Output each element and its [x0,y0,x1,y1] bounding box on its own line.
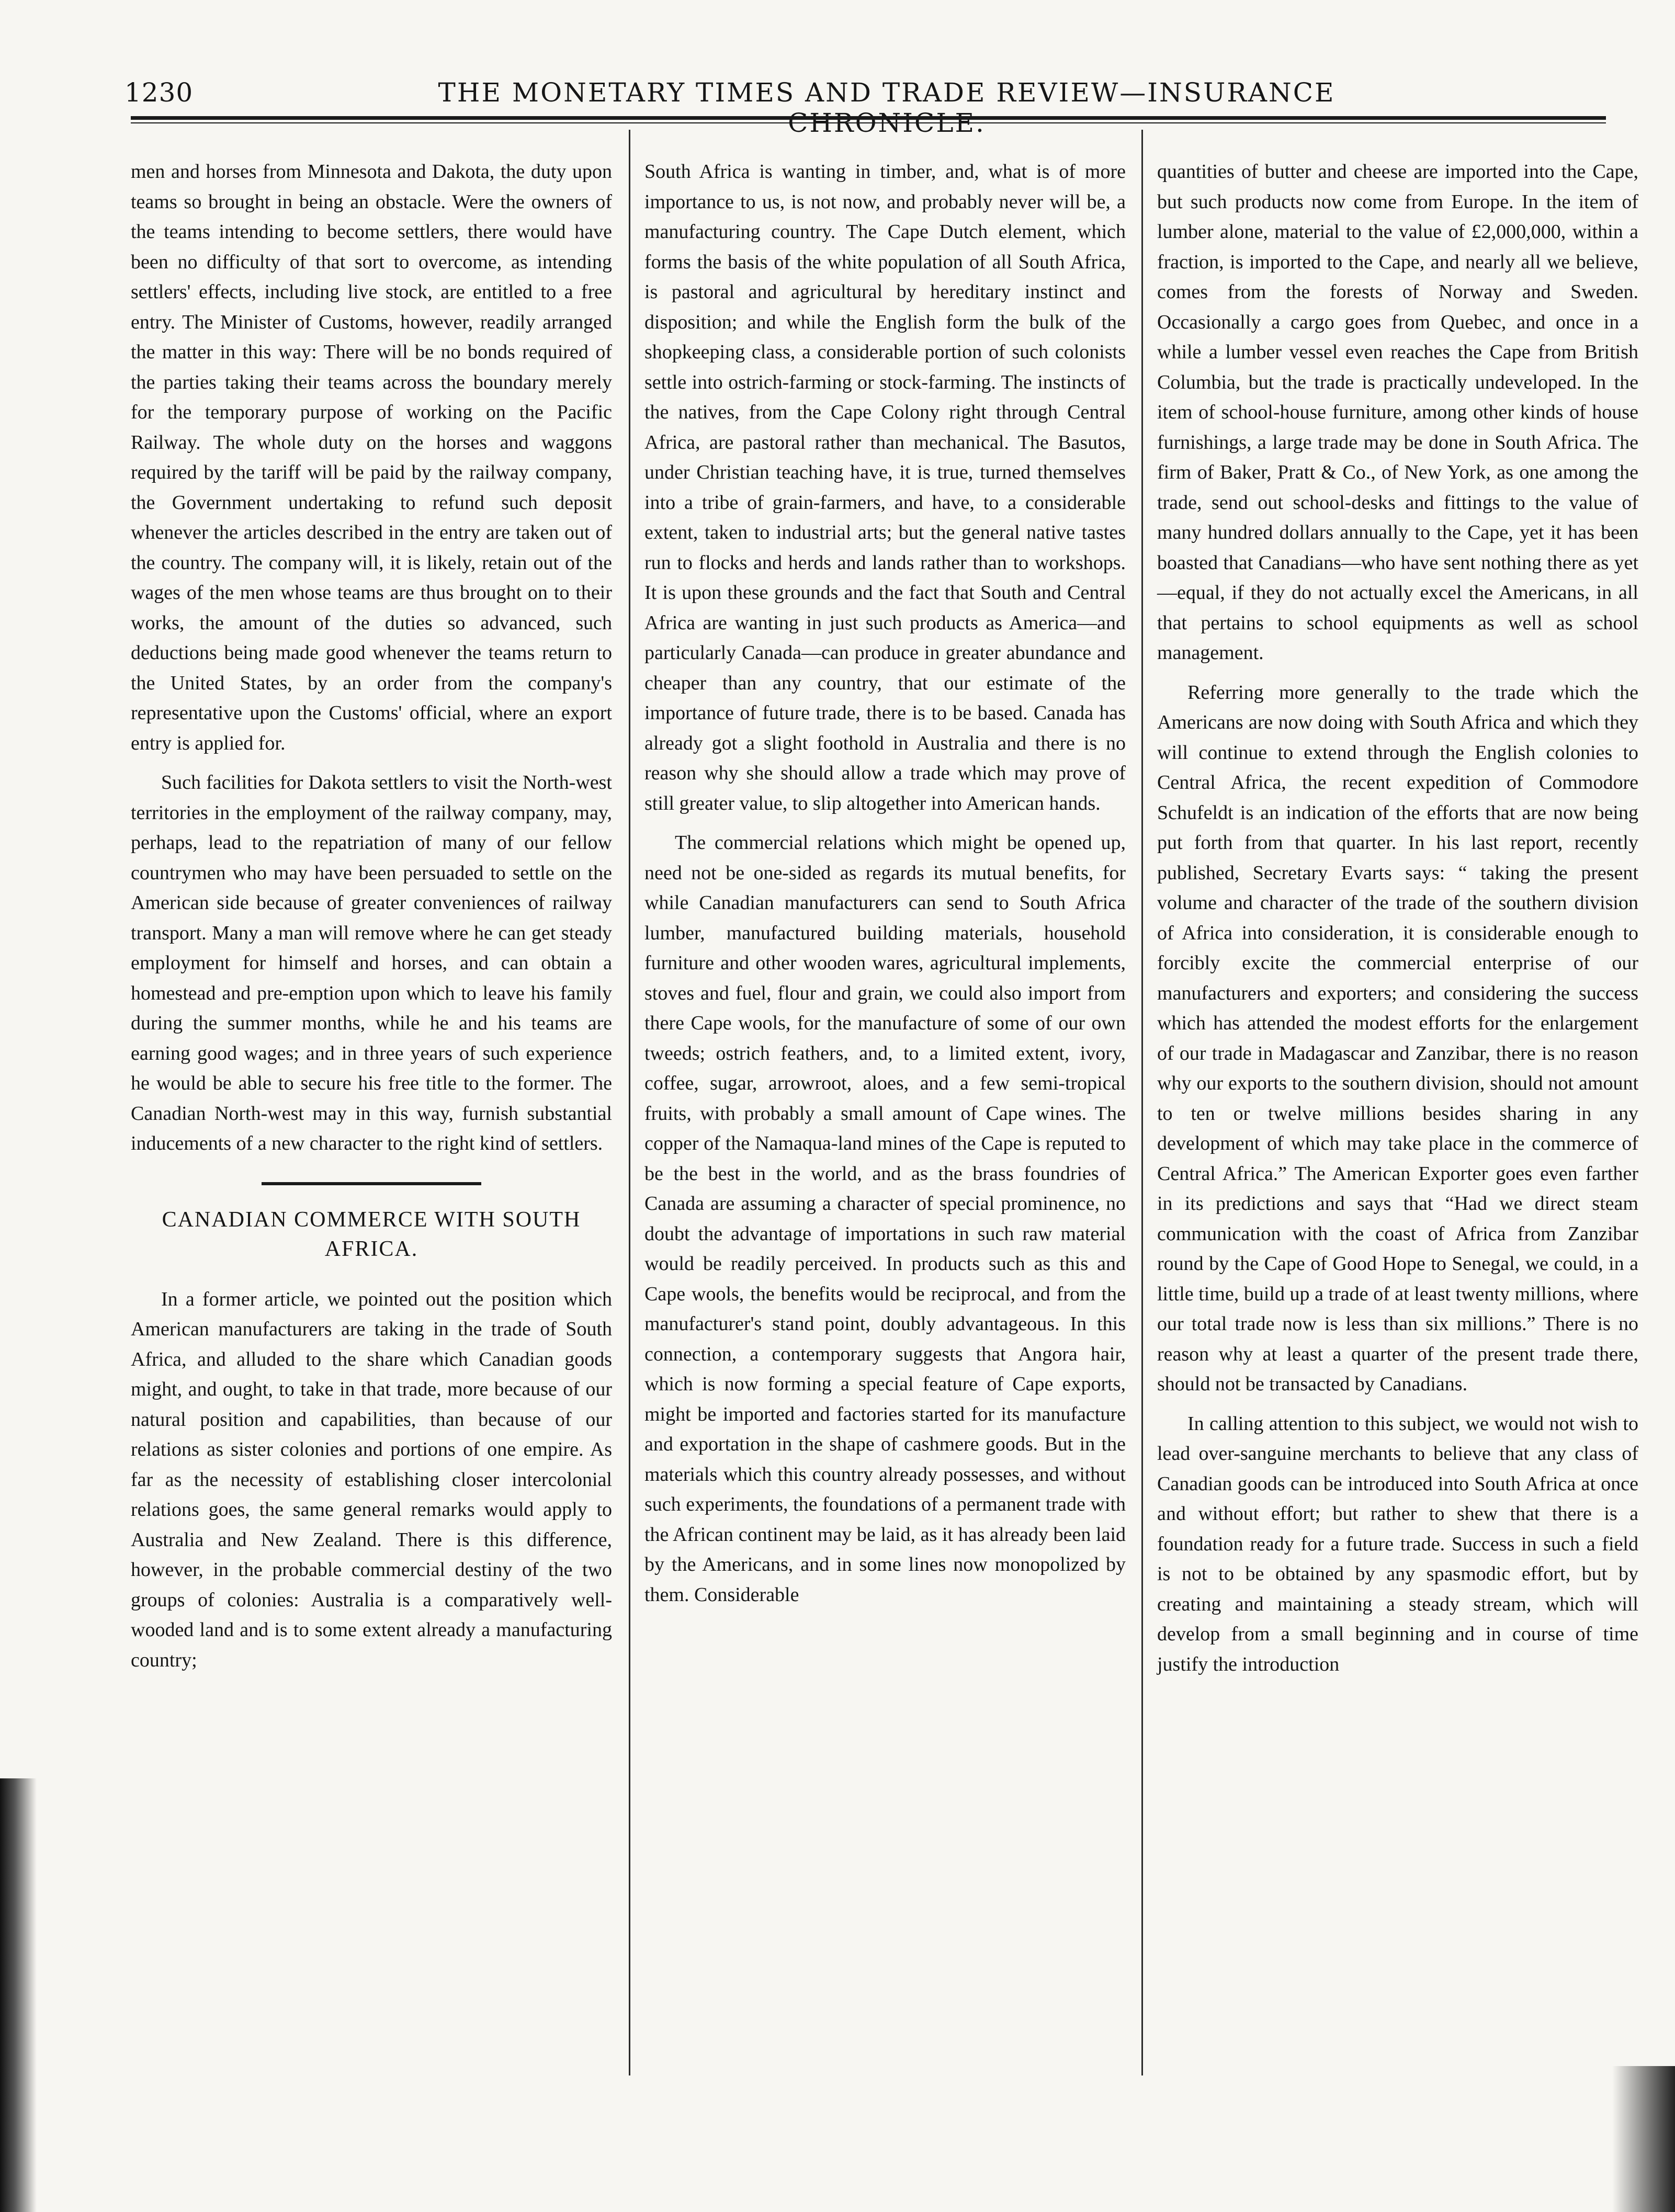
page-number: 1230 [125,77,194,108]
header-rule-thin [131,122,1606,123]
col1-paragraph-3: In a former article, we pointed out the position which American manufacturers are taking in the trade of South Africa, and alluded to the share which Canadian goods might, and ought, to take in that trade, more because of our natural position and capabilities, than because of our relations as sister colonies and portions of one empire. As far as the necessity of establishing closer intercolonial relations goes, the same general remarks would apply to Australia and New Zealand. There is this difference, however, in the probable commercial destiny of the two groups of colonies: Australia is a comparatively well-wooded land and is to some extent already a manufacturing country; [131,1288,612,1671]
col1-paragraph-2: Such facilities for Dakota settlers to visit the North-west territories in the employment of the railway company, may, perhaps, lead to the repatriation of many of our fellow countrymen who may have been persuaded to settle on the American side because of greater conveniences of railway transport. Many a man will remove where he can get steady employment for himself and horses, and can obtain a homestead and pre-emption upon which to leave his family during the summer months, while he and his teams are earning good wages; and in three years of such experience he would be able to secure his free title to the former. The Canadian North-west may in this way, furnish substantial inducements of a new character to the right kind of settlers. [131,772,612,1154]
article-title: CANADIAN COMMERCE WITH SOUTH AFRICA. [162,1207,581,1261]
col2-paragraph-2: The commercial relations which might be opened up, need not be one-sided as regards its mutual benefits, for while Canadian manufacturers can send to South Africa lumber, manufactured building materials, household furniture and other wooden wares, agricultural implements, stoves and fuel, flour and grain, we could also import from there Cape wools, for the manufacture of some of our own tweeds; ostrich feathers, and, to a limited extent, ivory, coffee, sugar, arrowroot, aloes, and a few semi-tropical fruits, with probably a small amount of Cape wines. The copper of the Namaqua-land mines of the Cape is reputed to be the best in the world, and as the brass foundries of Canada are assuming a character of special prominence, no doubt the advantage of importations in such raw material would be readily perceived. In products such as this and Cape wools, the benefits would be reciprocal, and from the manufacturer's stand point, doubly advantageous. In this connection, a contemporary suggests that Angora hair, which is now forming a special feature of Cape exports, might be imported and factories started for its manufacture and exportation in the shape of cashmere goods. But in the materials which this country already possesses, and without such experiments, the foundations of a permanent trade with the African continent may be laid, as it has already been laid by the Americans, and in some lines now monopolized by them. Considerable [644,832,1126,1606]
column-divider-1 [629,130,630,2075]
col3-paragraph-1: quantities of butter and cheese are imported into the Cape, but such products now come from Europe. In the item of lumber alone, material to the value of £2,000,000, within a fraction, is imported to the Cape, and nearly all we believe, comes from the forests of Norway and Sweden. Occasionally a cargo goes from Quebec, and once in a while a lumber vessel even reaches the Cape from British Columbia, but the trade is practically undeveloped. In the item of school-house furniture, among other kinds of house furnishings, a large trade may be done in South Africa. The firm of Baker, Pratt & Co., of New York, as one among the trade, send out school-desks and fittings to the value of many hundred dollars annually to the Cape, yet it has been boasted that Canadians—who have sent nothing there as yet—equal, if they do not actually excel the Americans, in all that pertains to school equipments as well as school management. [1157,161,1638,664]
scan-corner-shadow [1612,2066,1675,2212]
col1-paragraph-1: men and horses from Minnesota and Dakota, the duty upon teams so brought in being an obstacle. Were the owners of the teams intending to become settlers, there would have been no difficulty of that sort to overcome, as intending settlers' effects, including live stock, are entitled to a free entry. The Minister of Customs, however, readily arranged the matter in this way: There will be no bonds required of the parties taking their teams across the boundary merely for the temporary purpose of working on the Pacific Railway. The whole duty on the horses and waggons required by the tariff will be paid by the railway company, the Government undertaking to refund such deposit whenever the articles described in the entry are taken out of the country. The company will, it is likely, retain out of the wages of the men whose teams are thus brought on to their works, the amount of the duties so advanced, such deductions being made good whenever the teams return to the United States, by an order from the company's representative upon the Customs' official, where an export entry is applied for. [131,161,612,754]
column-1 [131,157,612,1685]
col3-paragraph-2: Referring more generally to the trade which the Americans are now doing with South Africa and which they will continue to extend through the English colonies to Central Africa, the recent expedition of Commodore Schufeldt is an indication of the efforts that are now being put forth from that quarter. In his last report, recently published, Secretary Evarts says: “ taking the present volume and character of the trade of the southern division of Africa into consideration, it is considerable enough to forcibly excite the commercial enterprise of our manufacturers and exporters; and considering the success which has attended the modest efforts for the enlargement of our trade in Madagascar and Zanzibar, there is no reason why our exports to the southern division, should not amount to ten or twelve millions besides sharing in any development of which may take place in the commerce of Central Africa.” The American Exporter goes even farther in its predictions and says that “Had we direct steam communication with the coast of Africa from Zanzibar round by the Cape of Good Hope to Senegal, we could, in a little time, build up a trade of at least twenty millions, where our total trade now is less than six millions.” There is no reason why at least a quarter of the present trade there, should not be transacted by Canadians. [1157,681,1638,1395]
column-2 [644,157,1126,1619]
header-rule-thick [131,116,1606,120]
col2-paragraph-1: South Africa is wanting in timber, and, what is of more importance to us, is not now, and probably never will be, a manufacturing country. The Cape Dutch element, which forms the basis of the white population of all South Africa, is pastoral and agricultural by hereditary instinct and disposition; and while the English form the bulk of the shopkeeping class, a considerable portion of such colonists settle into ostrich-farming or stock-farming. The instincts of the natives, from the Cape Colony right through Central Africa, are pastoral rather than mechanical. The Basutos, under Christian teaching have, it is true, turned themselves into a tribe of grain-farmers, and have, to a considerable extent, taken to industrial arts; but the general native tastes run to flocks and herds and lands rather than to workshops. It is upon these grounds and the fact that South and Central Africa are wanting in just such products as America—and particularly Canada—can produce in greater abundance and cheaper than any country, that our estimate of the importance of future trade, there is to be based. Canada has already got a slight foothold in Australia and there is no reason why she should allow a trade which may prove of still greater value, to slip altogether into American hands. [644,161,1126,814]
column-3 [1157,157,1638,1689]
column-divider-2 [1141,130,1143,2075]
running-head-title: THE MONETARY TIMES AND TRADE REVIEW—INSURANCE [438,77,1336,108]
col3-paragraph-3: In calling attention to this subject, we would not wish to lead over-sanguine merchants to believe that any class of Canadian goods can be introduced into South Africa at once and without effort; but rather to shew that there is a foundation ready for a future trade. Success in such a field is not to be obtained by any spasmodic effort, but by creating and maintaining a steady stream, which will develop from a small beginning and in course of time justify the introduction [1157,1412,1638,1675]
section-divider [262,1182,481,1185]
scan-binding-shadow [0,1778,37,2212]
